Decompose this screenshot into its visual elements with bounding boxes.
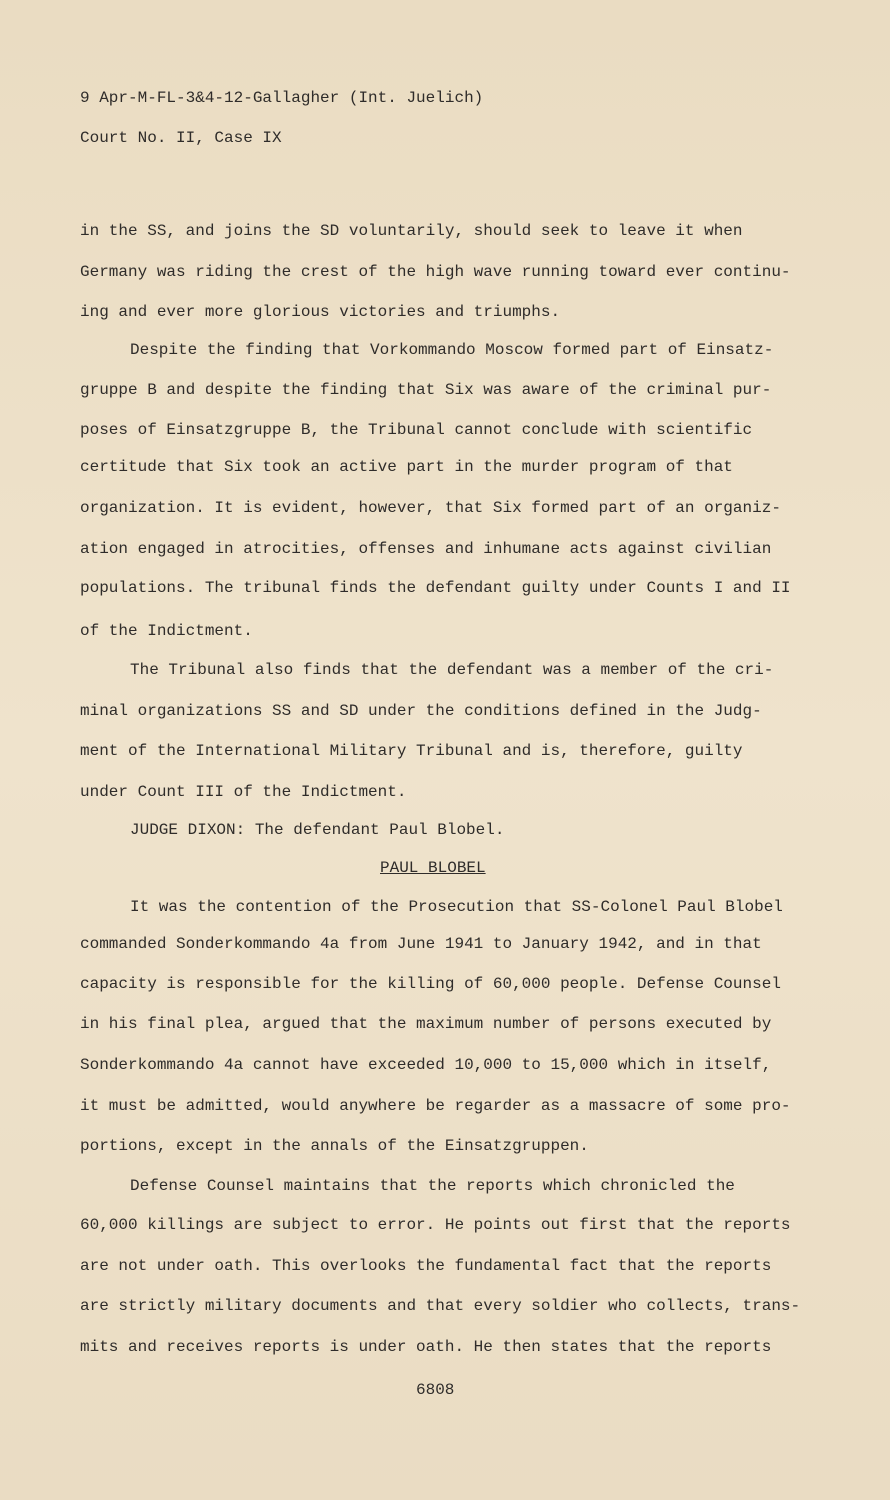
section-heading: PAUL BLOBEL xyxy=(380,859,486,877)
text-line: of the Indictment. xyxy=(80,622,253,640)
text-line: JUDGE DIXON: The defendant Paul Blobel. xyxy=(130,821,505,839)
text-line: 60,000 killings are subject to error. He points out first that the reports xyxy=(80,1216,791,1234)
text-line: poses of Einsatzgruppe B, the Tribunal cannot conclude with scientific xyxy=(80,421,753,439)
text-line: certitude that Six took an active part in the murder program of that xyxy=(80,458,733,476)
text-line: under Count III of the Indictment. xyxy=(80,783,407,801)
text-line: organization. It is evident, however, that Six formed part of an organiz- xyxy=(80,499,781,517)
text-line: it must be admitted, would anywhere be regarder as a massacre of some pro- xyxy=(80,1097,791,1115)
text-line: Defense Counsel maintains that the reports which chronicled the xyxy=(130,1177,735,1195)
text-line: ment of the International Military Tribunal and is, therefore, guilty xyxy=(80,742,743,760)
text-line: The Tribunal also finds that the defendant was a member of the cri- xyxy=(130,661,774,679)
header-reference: 9 Apr-M-FL-3&4-12-Gallagher (Int. Juelich) xyxy=(80,89,484,107)
text-line: It was the contention of the Prosecution that SS-Colonel Paul Blobel xyxy=(130,898,783,916)
text-line: in the SS, and joins the SD voluntarily, should seek to leave it when xyxy=(80,222,743,240)
page-number: 6808 xyxy=(416,1381,455,1399)
text-line: portions, except in the annals of the Einsatzgruppen. xyxy=(80,1137,589,1155)
text-line: commanded Sonderkommando 4a from June 1941 to January 1942, and in that xyxy=(80,935,762,953)
text-line: ation engaged in atrocities, offenses and inhumane acts against civilian xyxy=(80,540,772,558)
text-line: populations. The tribunal finds the defendant guilty under Counts I and II xyxy=(80,579,791,597)
text-line: Despite the finding that Vorkommando Moscow formed part of Einsatz- xyxy=(130,341,774,359)
header-court: Court No. II, Case IX xyxy=(80,129,282,147)
text-line: Germany was riding the crest of the high wave running toward ever continu- xyxy=(80,263,791,281)
text-line: are strictly military documents and that every soldier who collects, trans- xyxy=(80,1297,801,1315)
text-line: minal organizations SS and SD under the conditions defined in the Judg- xyxy=(80,702,762,720)
text-line: mits and receives reports is under oath. He then states that the reports xyxy=(80,1338,772,1356)
text-line: Sonderkommando 4a cannot have exceeded 10,000 to 15,000 which in itself, xyxy=(80,1056,772,1074)
text-line: gruppe B and despite the finding that Six was aware of the criminal pur- xyxy=(80,381,772,399)
text-line: are not under oath. This overlooks the fundamental fact that the reports xyxy=(80,1257,772,1275)
text-line: capacity is responsible for the killing of 60,000 people. Defense Counsel xyxy=(80,975,781,993)
text-line: ing and ever more glorious victories and triumphs. xyxy=(80,303,561,321)
text-line: in his final plea, argued that the maximum number of persons executed by xyxy=(80,1015,772,1033)
